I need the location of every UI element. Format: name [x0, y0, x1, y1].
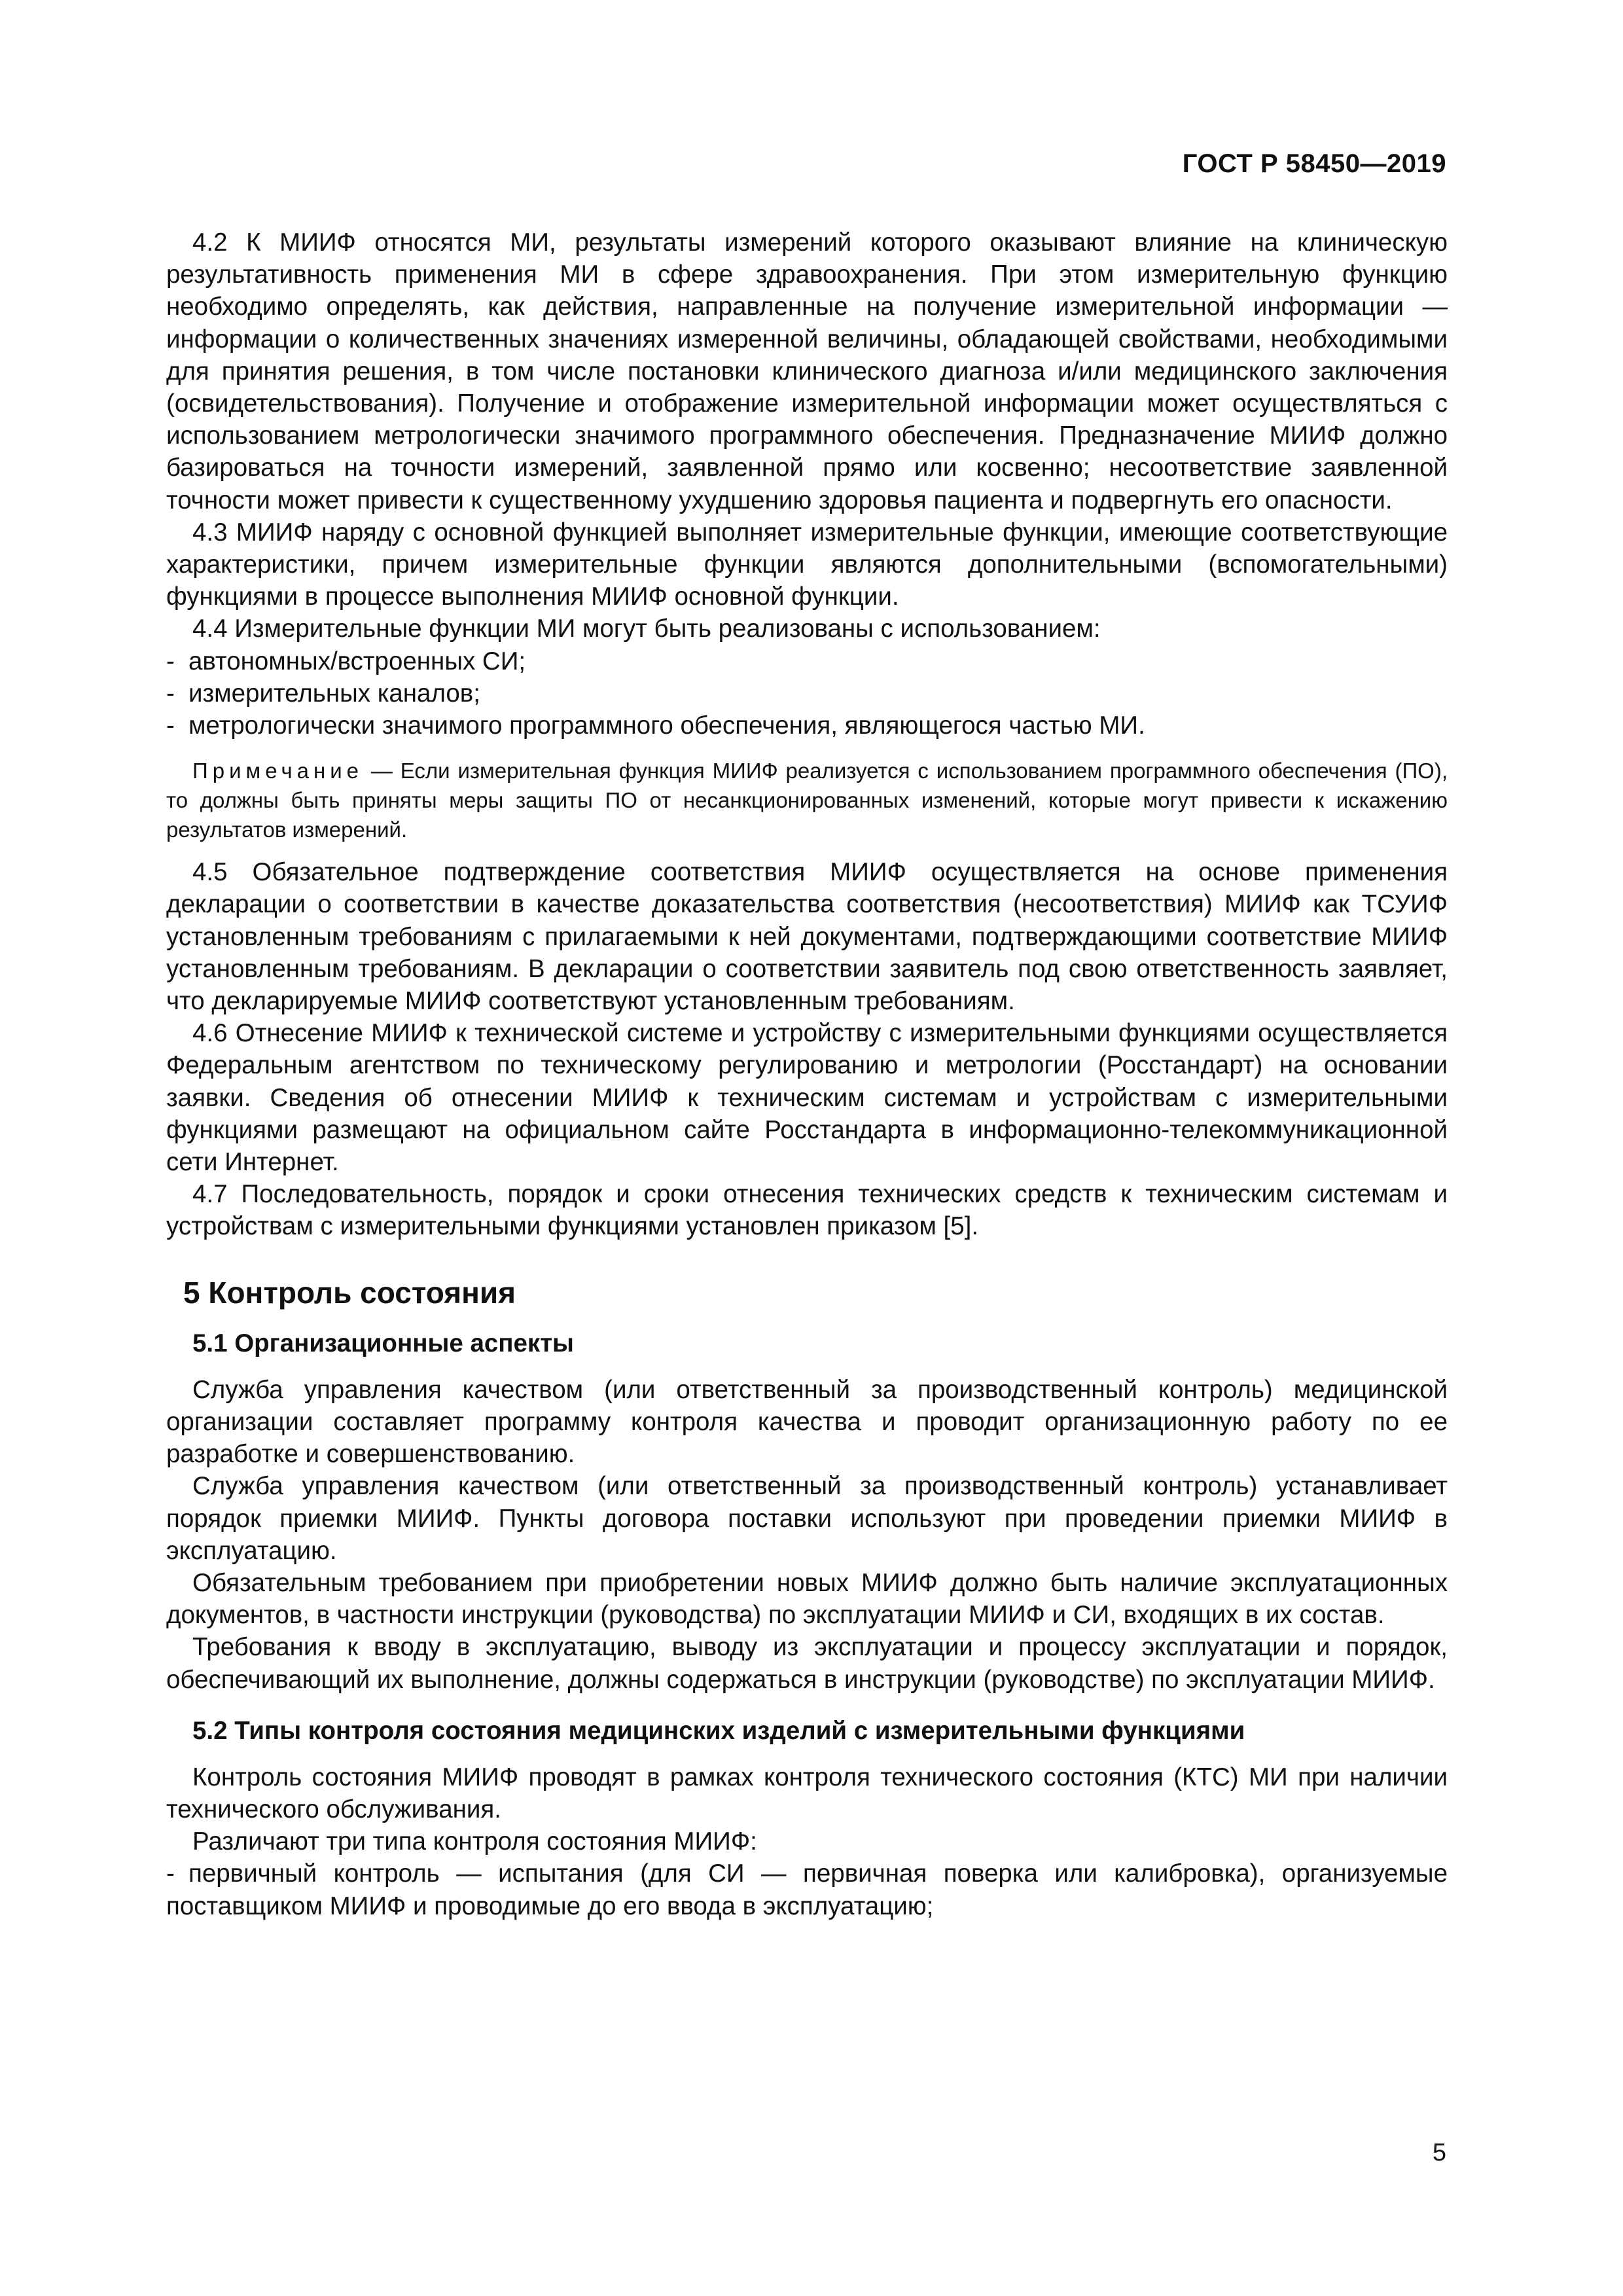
- paragraph-4-7: 4.7 Последовательность, порядок и сроки отнесения технических средств к техническим системам и устройствам с измерительными функциями установлен приказом [5].: [166, 1180, 1448, 1241]
- document-header-id: ГОСТ Р 58450—2019: [1182, 149, 1446, 178]
- document-body: [166, 226, 1448, 1922]
- paragraph-5-1-c: Обязательным требованием при приобретении новых МИИФ должно быть наличие эксплуатационных документов, в частности инструкции (руководства) по эксплуатации МИИФ и СИ, входящих в их состав.: [166, 1568, 1448, 1630]
- subsection-5-1-heading: 5.1 Организационные аспекты: [192, 1329, 574, 1357]
- list-item-text: автономных/встроенных СИ;: [188, 647, 526, 675]
- list-marker: -: [166, 679, 175, 708]
- note-paragraph: [166, 756, 1448, 844]
- paragraph-4-2: 4.2 К МИИФ относятся МИ, результаты измерений которого оказывают влияние на клиническую результативность применения МИ в сфере здравоохранения. При этом измерительную функцию необходимо определять, как действия, направленные на получение измерительной информации — информации о количественных значениях измеренной величины, обладающей свойствами, необходимыми для принятия решения, в том числе постановки клинического диагноза и/или медицинского заключения (освидетельствования). Получение и отображение измерительной информации может осуществляться с использованием метрологически значимого программного обеспечения. Предназначение МИИФ должно базироваться на точности измерений, заявленной прямо или косвенно; несоответствие заявленной точности может привести к существенному ухудшению здоровья пациента и подвергнуть его опасности.: [166, 228, 1448, 514]
- subsection-5-2-heading: 5.2 Типы контроля состояния медицинских изделий с измерительными функциями: [192, 1716, 1245, 1745]
- list-item: [166, 645, 1448, 677]
- list-item-text: первичный контроль — испытания (для СИ — первичная поверка или калибровка), организуемые поставщиком МИИФ и проводимые до его ввода в эксплуатацию;: [166, 1859, 1448, 1920]
- list-item-text: метрологически значимого программного обеспечения, являющегося частью МИ.: [188, 711, 1145, 740]
- list-item: [166, 1857, 1448, 1922]
- list-marker: -: [166, 711, 175, 740]
- page-number: 5: [1432, 2139, 1446, 2166]
- list-marker: -: [166, 647, 175, 675]
- list-item: [166, 709, 1448, 742]
- list-marker: -: [166, 1859, 175, 1888]
- paragraph-4-4: 4.4 Измерительные функции МИ могут быть реализованы с использованием:: [192, 615, 1101, 643]
- note-text: — Если измерительная функция МИИФ реализуется с использованием программного обеспечения (ПО), то должны быть приняты меры защиты ПО от несанкционированных изменений, которые могут привести к искажению результатов измерений.: [166, 759, 1448, 842]
- paragraph-4-5: 4.5 Обязательное подтверждение соответствия МИИФ осуществляется на основе применения декларации о соответствии в качестве доказательства соответствия (несоответствия) МИИФ как ТСУИФ установленным требованиям с прилагаемыми к ней документами, подтверждающими соответствие МИИФ установленным требованиям. В декларации о соответствии заявитель под свою ответственность заявляет, что декларируемые МИИФ соответствуют установленным требованиям.: [166, 858, 1448, 1016]
- paragraph-5-2-a: Контроль состояния МИИФ проводят в рамках контроля технического состояния (КТС) МИ при наличии технического обслуживания.: [166, 1763, 1448, 1823]
- note-lead: Примечание: [192, 759, 364, 783]
- section-5-heading: 5 Контроль состояния: [183, 1275, 516, 1310]
- paragraph-5-1-d: Требования к вводу в эксплуатацию, выводу из эксплуатации и процессу эксплуатации и порядок, обеспечивающий их выполнение, должны содержаться в инструкции (руководстве) по эксплуатации МИИФ.: [166, 1633, 1448, 1694]
- list-item-text: измерительных каналов;: [188, 679, 480, 708]
- paragraph-5-1-a: Служба управления качеством (или ответственный за производственный контроль) медицинской организации составляет программу контроля качества и проводит организационную работу по ее разработке и совершенствованию.: [166, 1375, 1448, 1469]
- paragraph-4-3: 4.3 МИИФ наряду с основной функцией выполняет измерительные функции, имеющие соответствующие характеристики, причем измерительные функции являются дополнительными (вспомогательными) функциями в процессе выполнения МИИФ основной функции.: [166, 518, 1448, 611]
- paragraph-4-6: 4.6 Отнесение МИИФ к технической системе и устройству с измерительными функциями осуществляется Федеральным агентством по техническому регулированию и метрологии (Росстандарт) на основании заявки. Сведения об отнесении МИИФ к техническим системам и устройствам с измерительными функциями размещают на официальном сайте Росстандарта в информационно-телекоммуникационной сети Интернет.: [166, 1019, 1448, 1177]
- measurement-means-list: [166, 645, 1448, 742]
- list-item: [166, 677, 1448, 709]
- paragraph-5-1-b: Служба управления качеством (или ответственный за производственный контроль) устанавливает порядок приемки МИИФ. Пункты договора поставки используют при проведении приемки МИИФ в эксплуатацию.: [166, 1472, 1448, 1565]
- paragraph-5-2-b: Различают три типа контроля состояния МИИФ:: [192, 1827, 757, 1856]
